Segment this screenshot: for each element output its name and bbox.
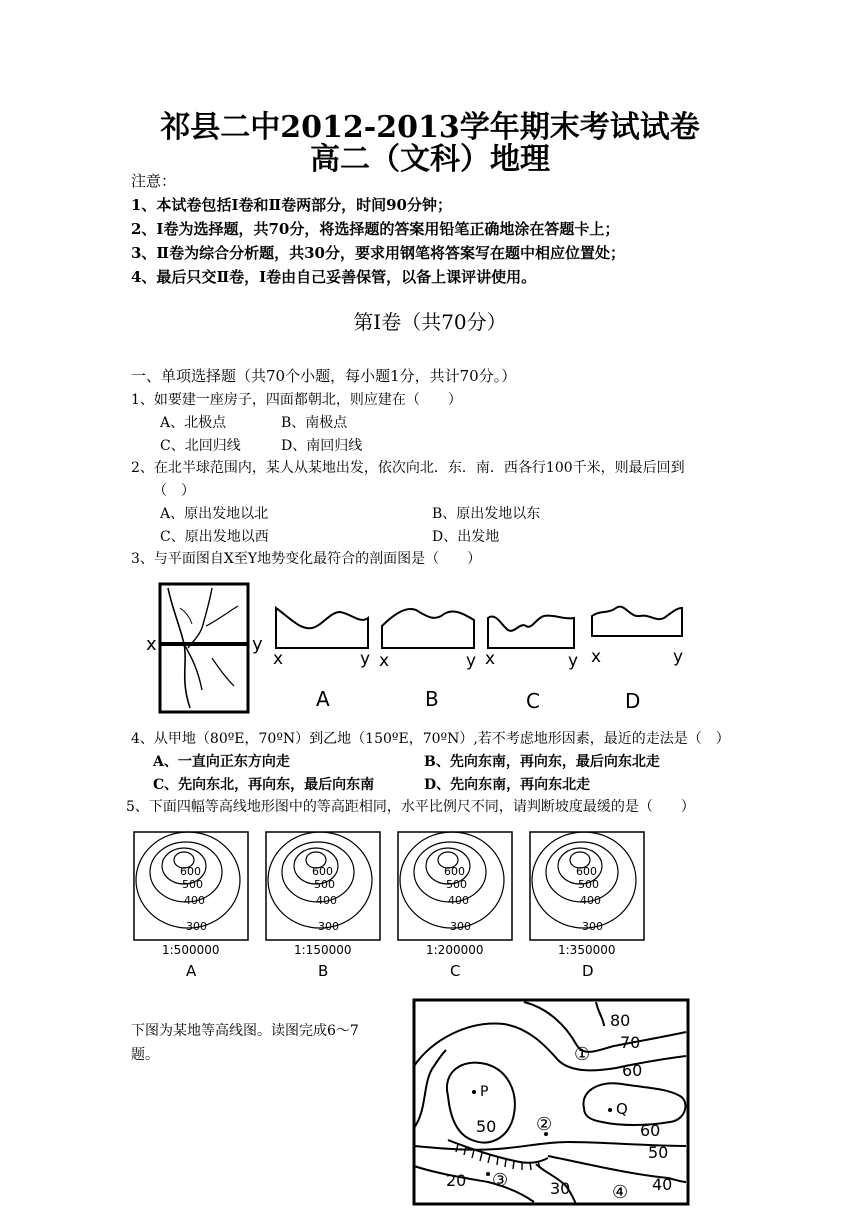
q67-label-30: 30 [550,1179,571,1198]
q5-map-d-label-400: 400 [580,894,601,907]
part-heading: 一、单项选择题（共70个小题，每小题1分，共计70分。） [131,367,517,385]
q3-plan-map [160,584,248,712]
page-subtitle: 高二（文科）地理 [310,142,550,177]
q5-map-a-letter: A [186,962,197,980]
q5-map-a-label-600: 600 [180,865,201,878]
q5-map-b [266,832,380,980]
notice-item-2: 2、Ⅰ卷为选择题，共70分，将选择题的答案用铅笔正确地涂在答题卡上； [131,220,620,238]
q67-text-line2: 题。 [131,1047,159,1063]
q5-map-d-label-300: 300 [582,920,603,933]
q1-stem: 1、如要建一座房子，四面都朝北，则应建在（ ） [131,392,462,408]
q2-option-b: B、原出发地以东 [432,506,541,522]
q3-stem: 3、与平面图自X至Y地势变化最符合的剖面图是（ ） [131,551,482,567]
q67-label-50-right: 50 [648,1143,669,1162]
q5-map-c-label-600: 600 [444,865,465,878]
q67-marker-2: ② [536,1114,553,1135]
q3-profile-b-letter: B [425,687,439,711]
q5-map-a [134,832,248,980]
q5-map-d-label-600: 600 [576,865,597,878]
q5-map-d-letter: D [582,962,594,980]
q5-map-b-label-300: 300 [318,920,339,933]
q2-option-d: D、出发地 [432,529,500,545]
q2-stem-cont: （ ） [153,483,195,499]
q5-map-c-label-300: 300 [450,920,471,933]
q5-map-a-label-400: 400 [184,894,205,907]
q3-profile-b-x: x [379,651,390,671]
q4-option-c: C、先向东北，再向东，最后向东南 [153,777,375,793]
q67-marker-4: ④ [612,1182,629,1203]
q3-profile-d-letter: D [625,689,641,713]
q67-label-40: 40 [652,1175,673,1194]
q5-map-a-scale: 1:500000 [162,943,220,957]
q67-marker-1: ① [574,1044,591,1065]
q2-option-a: A、原出发地以北 [160,506,269,522]
q5-map-b-scale: 1:150000 [294,943,352,957]
q1-option-b: B、南极点 [281,415,348,431]
q5-map-b-label-500: 500 [314,878,335,891]
notice-item-4: 4、最后只交Ⅱ卷，Ⅰ卷由自己妥善保管，以备上课评讲使用。 [131,268,537,286]
q5-map-a-label-500: 500 [182,878,203,891]
q67-point-p: P [480,1084,489,1100]
q3-profile-d-y: y [673,647,684,667]
q67-marker-3: ③ [492,1170,509,1191]
q3-profile-b [382,609,474,648]
q4-option-b: B、先向东南，再向东，最后向东北走 [424,754,660,770]
q3-profile-a-x: x [273,649,284,669]
q1-option-d: D、南回归线 [281,438,363,454]
q3-profile-c [488,616,574,648]
q3-profile-d [592,607,682,636]
q3-profile-d-x: x [591,647,602,667]
q3-profile-c-y: y [568,651,579,671]
q3-profile-a-letter: A [316,687,330,711]
q67-label-80: 80 [610,1011,631,1030]
q67-point-q: Q [616,1100,628,1118]
q5-map-d-scale: 1:350000 [558,943,616,957]
notice-label: 注意： [131,172,177,190]
q3-profile-c-x: x [485,649,496,669]
q5-map-c-label-400: 400 [448,894,469,907]
q3-profile-a-y: y [360,649,371,669]
notice-item-3: 3、Ⅱ卷为综合分析题，共30分，要求用钢笔将答案写在题中相应位置处； [131,244,625,262]
q5-map-d [530,832,644,980]
q67-label-50-left: 50 [476,1117,497,1136]
q3-map-y-label: y [252,634,263,655]
q5-map-c-letter: C [450,962,461,980]
q2-stem: 2、在北半球范围内，某人从某地出发，依次向北．东．南．西各行100千米，则最后回到 [131,460,685,476]
q3-figure [140,578,700,718]
q2-option-c: C、原出发地以西 [160,529,269,545]
q5-map-c-label-500: 500 [446,878,467,891]
q5-map-d-label-500: 500 [578,878,599,891]
q67-label-60-q: 60 [640,1121,661,1140]
q67-label-70: 70 [620,1033,641,1052]
q67-contour-map [408,996,694,1208]
q5-map-a-label-300: 300 [186,920,207,933]
q5-map-b-letter: B [318,962,329,980]
q4-stem: 4、从甲地（80ºE，70ºN）到乙地（150ºE，70ºN）,若不考虑地形因素，最近的走法是（ ） [131,731,730,747]
q3-map-x-label: x [146,634,157,655]
q5-stem: 5、下面四幅等高线地形图中的等高距相同，水平比例尺不同，请判断坡度最缓的是（ ） [126,799,695,815]
q1-option-c: C、北回归线 [160,438,241,454]
q4-option-d: D、先向东南，再向东北走 [424,777,591,793]
q67-text-line1: 下图为某地等高线图。读图完成6～7 [131,1023,359,1039]
q5-figure [130,828,650,988]
q4-option-a: A、一直向正东方向走 [153,754,290,770]
q1-option-a: A、北极点 [160,415,227,431]
q3-profile-c-letter: C [526,689,540,713]
q5-map-b-label-400: 400 [316,894,337,907]
section-title: 第Ⅰ卷（共70分） [353,310,507,334]
q3-profile-b-y: y [466,651,477,671]
q3-profile-a [276,608,368,648]
notice-item-1: 1、本试卷包括Ⅰ卷和Ⅱ卷两部分，时间90分钟； [131,196,452,214]
q5-map-c [398,832,512,980]
page-title: 祁县二中2012-2013学年期末考试试卷 [160,110,700,145]
q5-map-b-label-600: 600 [312,865,333,878]
q5-map-c-scale: 1:200000 [426,943,484,957]
q67-label-20: 20 [446,1171,467,1190]
q67-label-60-top: 60 [622,1061,643,1080]
